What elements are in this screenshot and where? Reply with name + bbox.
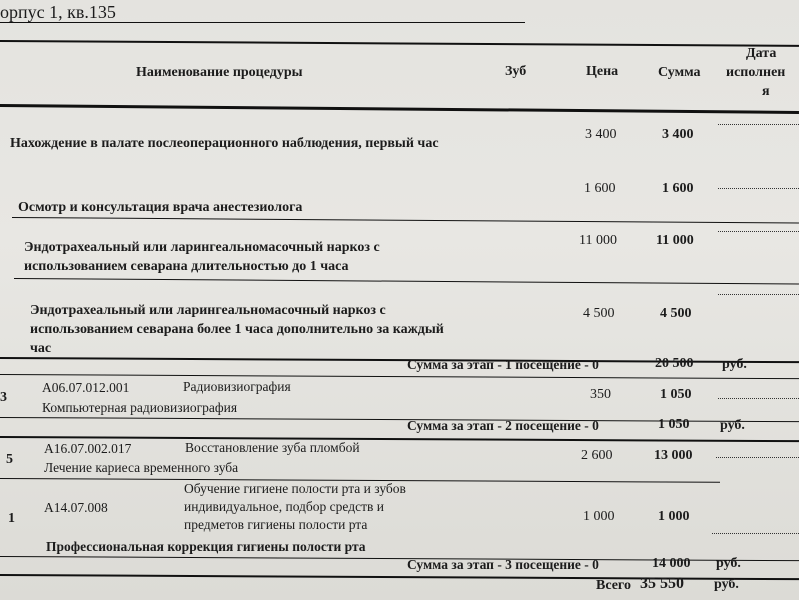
procedure-row-3-sum: 11 000	[656, 233, 694, 248]
stage-3-label: Сумма за этап - 3 посещение - 0	[407, 557, 599, 572]
procedure-row-2-date-dots	[718, 188, 799, 189]
visit3b-service-line2: индивидуальное, подбор средств и	[184, 499, 384, 514]
visit3a-sum: 13 000	[654, 448, 693, 463]
header-price: Цена	[586, 64, 619, 79]
visit3a-code: A16.07.002.017	[44, 441, 132, 456]
header-date-line1: Дата	[746, 46, 777, 61]
visit2-date-dots	[718, 398, 799, 399]
address-underline	[0, 22, 525, 23]
address-text: орпус 1, кв.135	[0, 2, 116, 22]
procedure-row-1-price: 3 400	[585, 127, 617, 142]
procedure-row-3-date-dots	[718, 231, 799, 232]
header-date-line3: я	[762, 84, 770, 99]
visit3b-service-line3: предметов гигиены полости рта	[184, 517, 368, 532]
visit3b-price: 1 000	[583, 509, 615, 524]
header-sum: Сумма	[658, 65, 701, 80]
header-date-line2: исполнен	[726, 65, 786, 80]
procedure-row-2-line	[12, 217, 799, 223]
visit3b-qty: 1	[8, 511, 15, 526]
procedure-row-1-sum: 3 400	[662, 127, 694, 142]
header-tooth: Зуб	[505, 64, 527, 79]
procedure-row-1-date-dots	[718, 124, 799, 125]
visit2-price: 350	[590, 387, 611, 402]
total-label: Всего	[596, 578, 631, 593]
visit3b-code: A14.07.008	[44, 500, 108, 515]
procedure-row-4-date-dots	[718, 294, 799, 295]
visit3a-qty: 5	[6, 452, 13, 467]
stage-2-sum: 1 050	[658, 417, 690, 432]
procedure-row-1-name: Нахождение в палате послеоперационного наблюдения, первый час	[10, 136, 439, 151]
stage-1-label: Сумма за этап - 1 посещение - 0	[407, 357, 599, 372]
total-currency: руб.	[714, 577, 739, 592]
stage-1-currency: руб.	[722, 357, 747, 372]
header-bottom-border	[0, 104, 799, 114]
procedure-row-4-sum: 4 500	[660, 306, 692, 321]
procedure-row-2-price: 1 600	[584, 181, 616, 196]
procedure-row-4-name: Эндотрахеальный или ларингеальномасочный наркоз с использованием севарана более 1 часа дополнительно за каждый час	[30, 303, 444, 356]
visit3a-service: Восстановление зуба пломбой	[185, 440, 360, 455]
stage-3-currency: руб.	[716, 556, 741, 571]
header-procedure: Наименование процедуры	[136, 65, 303, 80]
visit2-sum: 1 050	[660, 387, 692, 402]
visit2-service: Радиовизиография	[183, 379, 291, 394]
total-sum: 35 550	[640, 575, 684, 592]
visit3b-date-dots	[712, 533, 799, 534]
procedure-row-3-line	[14, 278, 799, 284]
visit3a-date-dots	[716, 457, 799, 458]
procedure-row-3-name: Эндотрахеальный или ларингеальномасочный наркоз с использованием севарана длительностью до 1 часа	[24, 240, 380, 274]
visit2-code: A06.07.012.001	[42, 380, 130, 395]
visit3b-service-line1: Обучение гигиене полости рта и зубов	[184, 481, 406, 496]
procedure-row-4-price: 4 500	[583, 306, 615, 321]
visit3a-price: 2 600	[581, 448, 613, 463]
stage-2-label: Сумма за этап - 2 посещение - 0	[407, 418, 599, 433]
stage-3-sum: 14 000	[652, 556, 691, 571]
table-top-border	[0, 40, 799, 47]
visit3b-sum: 1 000	[658, 509, 690, 524]
visit3a-description: Лечение кариеса временного зуба	[44, 460, 239, 475]
procedure-row-2-sum: 1 600	[662, 181, 694, 196]
stage-1-bottom-border	[0, 374, 799, 379]
procedure-row-3-price: 11 000	[579, 233, 617, 248]
visit2-description: Компьютерная радиовизиография	[42, 400, 238, 415]
visit2-qty: 3	[0, 390, 7, 405]
procedure-row-2-name: Осмотр и консультация врача анестезиолога	[18, 200, 303, 215]
stage-1-sum: 20 500	[655, 356, 694, 371]
visit3b-description: Профессиональная коррекция гигиены полости рта	[46, 539, 366, 554]
stage-2-currency: руб.	[720, 418, 745, 433]
